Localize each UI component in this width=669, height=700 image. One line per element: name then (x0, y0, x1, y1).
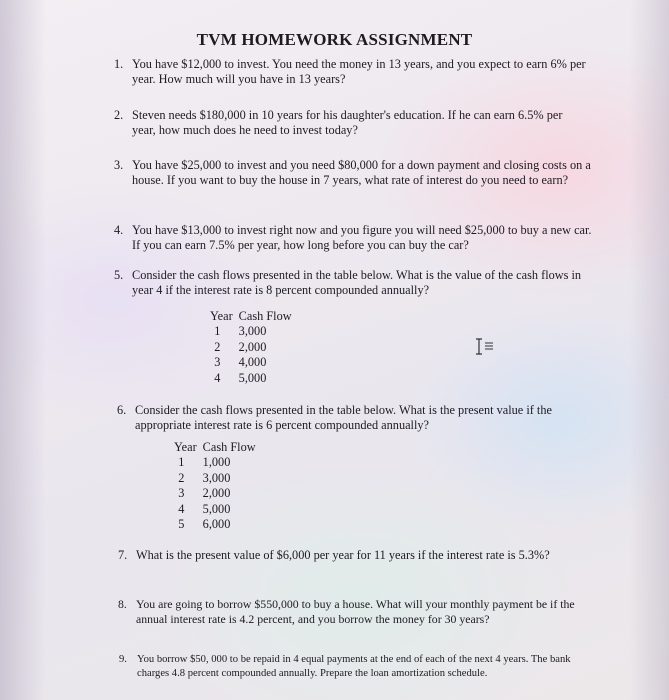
question-number: 8. (118, 597, 127, 611)
question-number: 4. (114, 223, 124, 237)
cash-flow-cell: 3,000 (202, 470, 231, 485)
year-cell: 2 (178, 470, 185, 485)
cash-flow-cell: 5,000 (238, 370, 267, 385)
table-row (210, 355, 298, 370)
cash-flow-cell: 2,000 (238, 339, 267, 354)
question-number: 6. (117, 403, 127, 417)
question-text: Steven needs $180,000 in 10 years for his daughter's education. If he can earn 6.5% per year, how much does he need to invest today? (132, 108, 563, 137)
table-row (174, 455, 262, 470)
question-number: 7. (118, 548, 128, 562)
table-row (210, 371, 298, 386)
cash-flow-cell: 4,000 (238, 355, 267, 370)
year-cell: 3 (214, 355, 221, 370)
question-number: 5. (114, 268, 124, 282)
cash-flow-cell: 5,000 (202, 501, 231, 516)
text-cursor-icon (474, 337, 496, 357)
cash-flow-cell: 2,000 (202, 486, 231, 501)
year-cell: 3 (178, 486, 185, 501)
question-number: 2. (114, 108, 124, 122)
year-cell: 2 (214, 339, 221, 354)
year-cell: 4 (178, 501, 185, 516)
question-number: 3. (114, 158, 124, 172)
cash-flow-cell: 6,000 (202, 517, 231, 532)
year-cell: 5 (178, 517, 185, 532)
table-row (174, 502, 262, 517)
page-shadow-left (0, 0, 46, 700)
year-cell: 4 (214, 370, 221, 385)
column-header-cash-flow: Cash Flow (202, 440, 256, 454)
cash-flow-table-q5 (210, 309, 298, 386)
page-shadow-right (629, 0, 669, 700)
question-text: Consider the cash flows presented in the table below. What is the present value if the appropriate interest rate is 6 percent compounded annually? (135, 403, 552, 432)
question-text: What is the present value of $6,000 per year for 11 years if the interest rate is 5.3%? (136, 548, 550, 562)
question-number: 1. (114, 57, 124, 71)
cash-flow-cell: 3,000 (238, 324, 267, 339)
question-text: You have $13,000 to invest right now and you figure you will need $25,000 to buy a new car. If you can earn 7.5% per year, how long before you can buy the car? (132, 223, 592, 252)
document-title: TVM HOMEWORK ASSIGNMENT (196, 30, 473, 49)
question-text: You have $12,000 to invest. You need the money in 13 years, and you expect to earn 6% per year. How much will you have in 13 years? (132, 57, 586, 86)
column-header-year: Year (210, 309, 233, 323)
year-cell: 1 (178, 455, 185, 470)
question-number: 9. (119, 654, 127, 665)
table-row (174, 517, 262, 532)
table-row (210, 340, 298, 355)
column-header-year: Year (174, 440, 197, 454)
table-row (174, 471, 262, 486)
question-text: You borrow $50, 000 to be repaid in 4 equal payments at the end of each of the next 4 years. The bank charges 4.8 percent compounded annually. Prepare the loan amortization schedule. (137, 654, 571, 679)
cash-flow-cell: 1,000 (202, 455, 231, 470)
question-text: You are going to borrow $550,000 to buy a house. What will your monthly payment be if the annual interest rate is 4.2 percent, and you borrow the money for 30 years? (136, 597, 575, 626)
question-text: Consider the cash flows presented in the table below. What is the value of the cash flows in year 4 if the interest rate is 8 percent compounded annually? (132, 268, 582, 297)
question-text: You have $25,000 to invest and you need $80,000 for a down payment and closing costs on a house. If you want to buy the house in 7 years, what rate of interest do you need to earn? (132, 158, 591, 187)
table-row (174, 486, 262, 501)
table-row (210, 324, 298, 339)
year-cell: 1 (214, 324, 221, 339)
cash-flow-table-q6 (174, 440, 262, 532)
column-header-cash-flow: Cash Flow (238, 309, 292, 323)
